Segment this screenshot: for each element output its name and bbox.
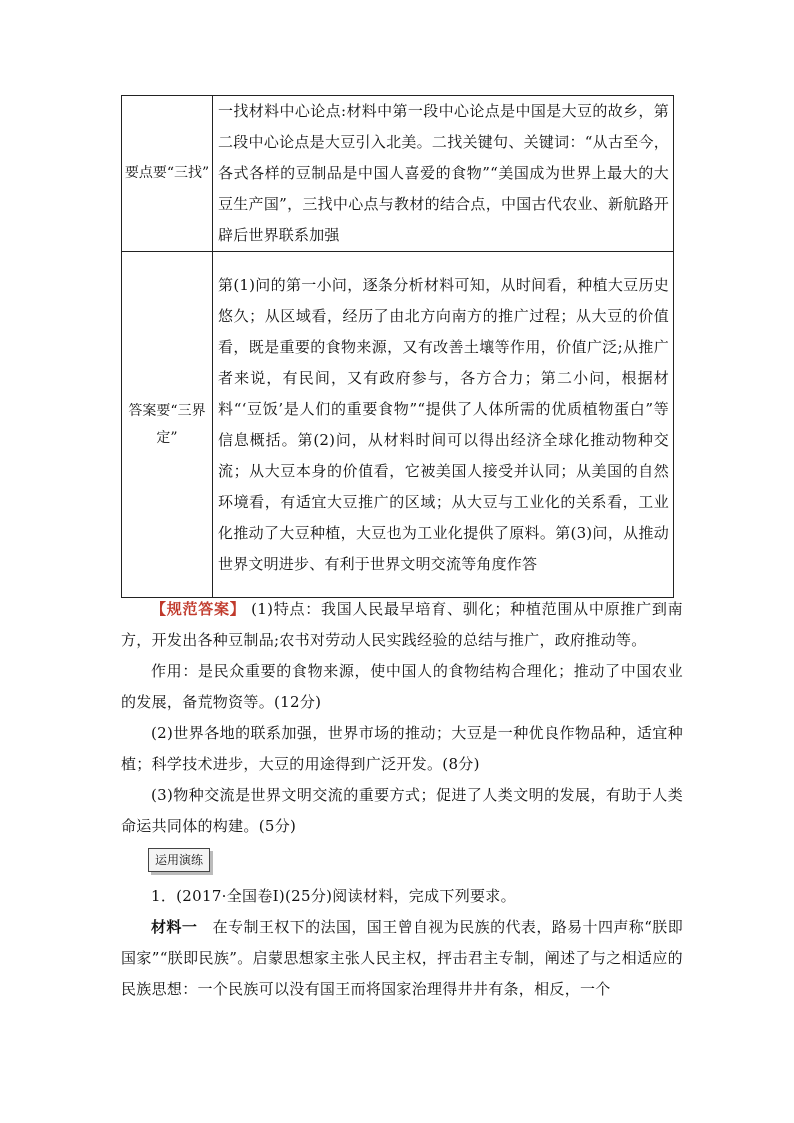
table-row [122,252,674,598]
practice-label: 运用演练 [148,848,210,872]
row-label: 答案要“三界定” [122,252,213,598]
analysis-guide-table [121,95,674,598]
answer-paragraph: (2)世界各地的联系加强，世界市场的推动；大豆是一种优良作物品种，适宜种植；科学技术进步，大豆的用途得到广泛开发。(8分) [121,724,683,773]
material-label: 材料一 [151,918,198,936]
row-label: 要点要“三找” [122,96,213,252]
table-row [122,96,674,252]
question-block [121,881,683,1005]
row-content: 一找材料中心论点:材料中第一段中心论点是中国是大豆的故乡，第二段中心论点是大豆引入北美。二找关键句、关键词：“从古至今，各式各样的豆制品是中国人喜爱的食物”“美国成为世界上最大的大豆生产国”，三找中心点与教材的结合点，中国古代农业、新航路开辟后世界联系加强 [213,96,674,252]
answer-paragraph: 【规范答案】 (1)特点：我国人民最早培育、驯化；种植范围从中原推广到南方，开发出各种豆制品;农书对劳动人民实践经验的总结与推广，政府推动等。 [121,600,683,649]
material-paragraph: 材料一 在专制王权下的法国，国王曾自视为民族的代表，路易十四声称“朕即国家”“朕即民族”。启蒙思想家主张人民主权，抨击君主专制，阐述了与之相适应的民族思想：一个民族可以没有国王而将国家治理得井井有条，相反，一个 [121,918,683,998]
answer-paragraph: (3)物种交流是世界文明交流的重要方式；促进了人类文明的发展，有助于人类命运共同体的构建。(5分) [121,786,683,835]
answer-tag: 【规范答案】 [151,600,246,618]
question-stem: 1．(2017·全国卷Ⅰ)(25分)阅读材料，完成下列要求。 [151,887,516,905]
answer-paragraph: 作用：是民众重要的食物来源，使中国人的食物结构合理化；推动了中国农业的发展，备荒物资等。(12分) [121,662,683,711]
standard-answer [121,594,683,842]
row-content: 第(1)问的第一小问，逐条分析材料可知，从时间看，种植大豆历史悠久；从区域看，经历了由北方向南方的推广过程；从大豆的价值看，既是重要的食物来源，又有改善土壤等作用，价值广泛;从推广者来说，有民间，又有政府参与，各方合力；第二小问，根据材料“‘豆饭’是人们的重要食物”“提供了人体所需的优质植物蛋白”等信息概括。第(2)问，从材料时间可以得出经济全球化推动物种交流；从大豆本身的价值看，它被美国人接受并认同；从美国的自然环境看，有适宜大豆推广的区域；从大豆与工业化的关系看，工业化推动了大豆种植，大豆也为工业化提供了原料。第(3)问，从推动世界文明进步、有利于世界文明交流等角度作答 [213,252,674,598]
